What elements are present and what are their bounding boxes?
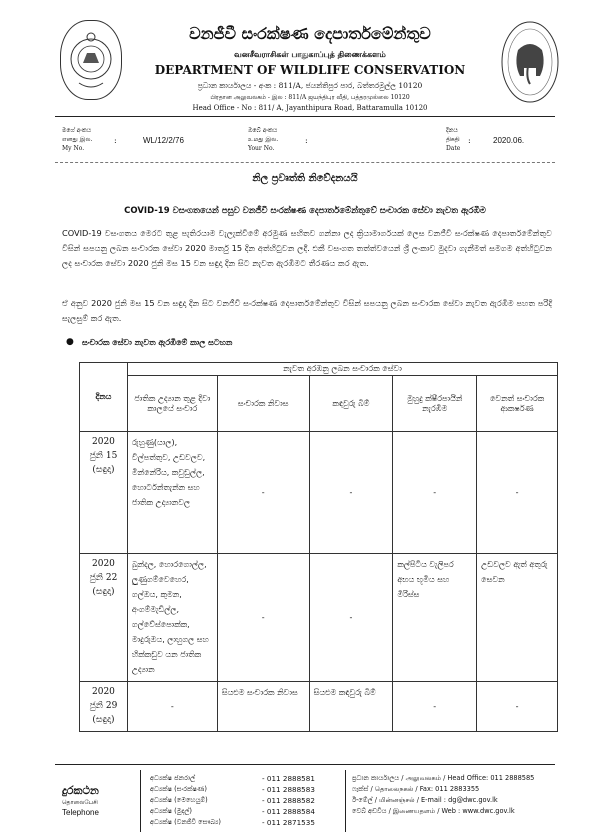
org-name-sinhala: වනජීවී සංරක්ෂණ දෙපාර්තමේන්තුව [189,24,431,43]
fax-number: ෆැක්ස් / தொலைநகல் / Fax: 011 2883355 [352,785,480,793]
my-no-value: WL/12/2/76 [143,136,184,145]
row-other: උඩවලව ඇත් අතුරු සෙවන [477,554,558,682]
table-row [80,432,558,554]
header-group: නැවත අරඹනු ලබන සංචාරක සේවා [127,363,557,376]
row-bungalows: - [217,554,309,682]
date-label [446,126,460,153]
contact-roles [150,773,258,828]
header-bungalows: සංචාරක නිවාස [217,376,309,432]
page-title: නිල ප්‍රවෘත්ති නිවේදනයයි [252,173,358,184]
website-link[interactable]: වෙබ් අඩවිය / இணையதளம் / Web : www.dwc.gov.lk [352,807,515,815]
table-header-row [80,376,558,432]
my-no-label-en: My No. [62,145,85,152]
table-row [80,554,558,682]
row-marine: - [393,432,477,554]
row-marine: - [393,682,477,732]
address-tamil: பிரதான அலுவலகம் - இல : 811/A ஜயந்திபுர வீதி, பத்தரமுல்லை 10120 [210,94,410,101]
date-year: 2020 [92,559,115,569]
contact-role: අධ්‍යක්ෂ (මුදල්) [150,807,192,815]
my-no-label-si: මගේ අංකය [62,127,92,134]
row-date [80,554,128,682]
address-sinhala: ප්‍රධාන කාර්යාලය - අංක : 811/A, ජයන්තිපුර පාර, බත්තරමුල්ල 10120 [197,81,423,90]
row-date [80,432,128,554]
footer-divider [55,764,555,765]
header-marine: මුහුදු ක්ෂීරපායීන් නැරඹීම [393,376,477,432]
date-weekday: (සඳුදා) [92,715,115,725]
date-label-ta: திகதி [446,136,460,143]
row-other: - [477,432,558,554]
row-bungalows: සියළුම සංචාරක නිවාස [217,682,309,732]
contact-role: අධ්‍යක්ෂ (වනජීවී සෞඛ්‍ය) [150,818,221,826]
phone-label-english: Telephone [62,808,99,817]
org-name-english: DEPARTMENT OF WILDLIFE CONSERVATION [154,63,466,77]
footer-left-bar [140,770,142,832]
date-day: ජුනි 29 [89,701,118,711]
row-camps: - [309,554,393,682]
my-no-label [62,126,92,153]
row-camps: - [309,432,393,554]
contact-role: අධ්‍යක්ෂ (මෙහෙයුම්) [150,796,208,804]
row-camps: සියළුම කඳවුරු බිම් [309,682,393,732]
refs-divider [55,162,555,163]
date-year: 2020 [92,687,115,697]
table-group-row [80,363,558,376]
contact-number: - 011 2888584 [262,807,315,816]
header-divider [55,116,555,117]
address-english: Head Office - No : 811/ A, Jayanthipura Road, Battaramulla 10120 [192,104,428,112]
email-link[interactable]: ඊ-මේල් / மின்னஞ்சல் / E-mail : dg@dwc.gov.lk [352,796,498,804]
phone-label-tamil: தொலைபேசி [62,799,98,806]
row-parks: රුහුණු(යාල), විල්පත්තුව, උඩවලව, මින්නේරිය, කවුඩුල්ල, හොර්ටන්තැන්න සහ ජාතික උද්‍යානවල [127,432,217,554]
contact-number: - 011 2888582 [262,796,315,805]
schedule-table [79,362,558,732]
sri-lanka-emblem [60,20,122,100]
elephant-logo [500,20,560,104]
header-camps: කඳවුරු බිම් [309,376,393,432]
contact-role: අධ්‍යක්ෂ ජනරාල් [150,774,196,782]
header-other: වෙනත් සංචාරක ආකර්ෂණ [477,376,558,432]
table-row [80,682,558,732]
row-other: - [477,682,558,732]
contact-number: - 011 2888581 [262,774,315,783]
bullet-icon: ● [66,337,74,347]
date-value: 2020.06. [493,136,525,145]
your-no-label-si: ඔබේ අංකය [248,127,278,134]
footer-right-bar [345,770,347,832]
head-office-phone: ප්‍රධාන කාර්යාලය / அலுவலகம் / Head Office: 011 2888585 [352,774,535,782]
org-name-tamil: வனசீவராசிகள் பாதுகாப்புத் திணைக்களம் [234,49,386,59]
subtitle: COVID-19 වසංගතයෙන් පසුව වනජීවී සංරක්ෂණ දෙපාර්තමේන්තුවේ සංචාරක සේවා නැවත ඇරඹීම [124,206,486,216]
row-date [80,682,128,732]
contact-role: අධ්‍යක්ෂ (සංරක්ෂණ) [150,785,207,793]
bullet-text: සංචාරක සේවා නැවත ඇරඹීමේ කාල සටහන [82,338,233,347]
contact-number: - 011 2888583 [262,785,315,794]
date-weekday: (සඳුදා) [92,587,115,597]
paragraph-1: COVID-19 වසංගතය මෙරට තුළ පැතිරයාම වැලැක්වීමේ අරමුණ සහිතව ගන්නා ලද ක්‍රියාමාර්ගයක් ලෙස වනජීවී සංරක්ෂණ දෙපාර්තමේන්තුව විසින් සපයනු ලබන සංචාරක සේවා 2020 මාර්තු 15 දින අත්හිටුවන ලදී. එකී වසංගත තත්ත්වයෙන් ශ්‍රී ලංකාව මුදවා ගැනීමත් සමගම අත්හිටුවන ලද සංචාරක සේවා 2020 ජුනි මස 15 වන සඳුදා දින සිට නැවත ඇරඹීමට තීරණය කර ඇත. [62,228,552,268]
row-parks: - [127,682,217,732]
your-no-label [248,126,278,153]
date-label-si: දිනය [446,127,458,134]
date-day: ජුනි 22 [89,573,118,583]
my-no-label-ta: எனது இல. [62,136,93,143]
date-weekday: (සඳුදා) [92,465,115,475]
emblem-icon [61,21,121,99]
elephant-icon [500,20,560,104]
row-bungalows: - [217,432,309,554]
contact-number: - 011 2871535 [262,818,315,827]
contact-numbers [262,773,342,828]
paragraph-2: ඒ අනුව 2020 ජුනි මස 15 වන සඳුදා දින සිට වනජීවී සංරක්ෂණ දෙපාර්තමේන්තුව විසින් සපයනු ලබන සංචාරක සේවා නැවත ඇරඹීම පහත පරිදි සැලසුම් කර ඇත. [62,298,552,323]
header-date: දිනය [80,363,128,432]
header-parks: ජාතික උද්‍යාන තුළ දිවා කාලයේ සංචාර [127,376,217,432]
date-year: 2020 [92,437,115,447]
date-label-en: Date [446,145,461,152]
your-no-label-en: Your No. [248,145,275,152]
row-parks: බුන්දල, හොරගොල්ල, ලුණුගම්වෙහෙර, ගල්ඔය, කුමන, අංගම්මැඩිල්ල, ගල්වේස්පොක්ක, මාදුරුඔය, ලාහුගල සහ හික්කඩුව යන ජාතික උද්‍යාන [127,554,217,682]
your-no-label-ta: உமது இல. [248,136,279,143]
row-marine: කල්පිටිය වැලිපර අභය භූමිය සහ මිරිස්ස [393,554,477,682]
phone-label-sinhala: දුරකථන [62,784,99,797]
office-contacts [352,773,562,817]
date-day: ජුනි 15 [89,451,118,461]
